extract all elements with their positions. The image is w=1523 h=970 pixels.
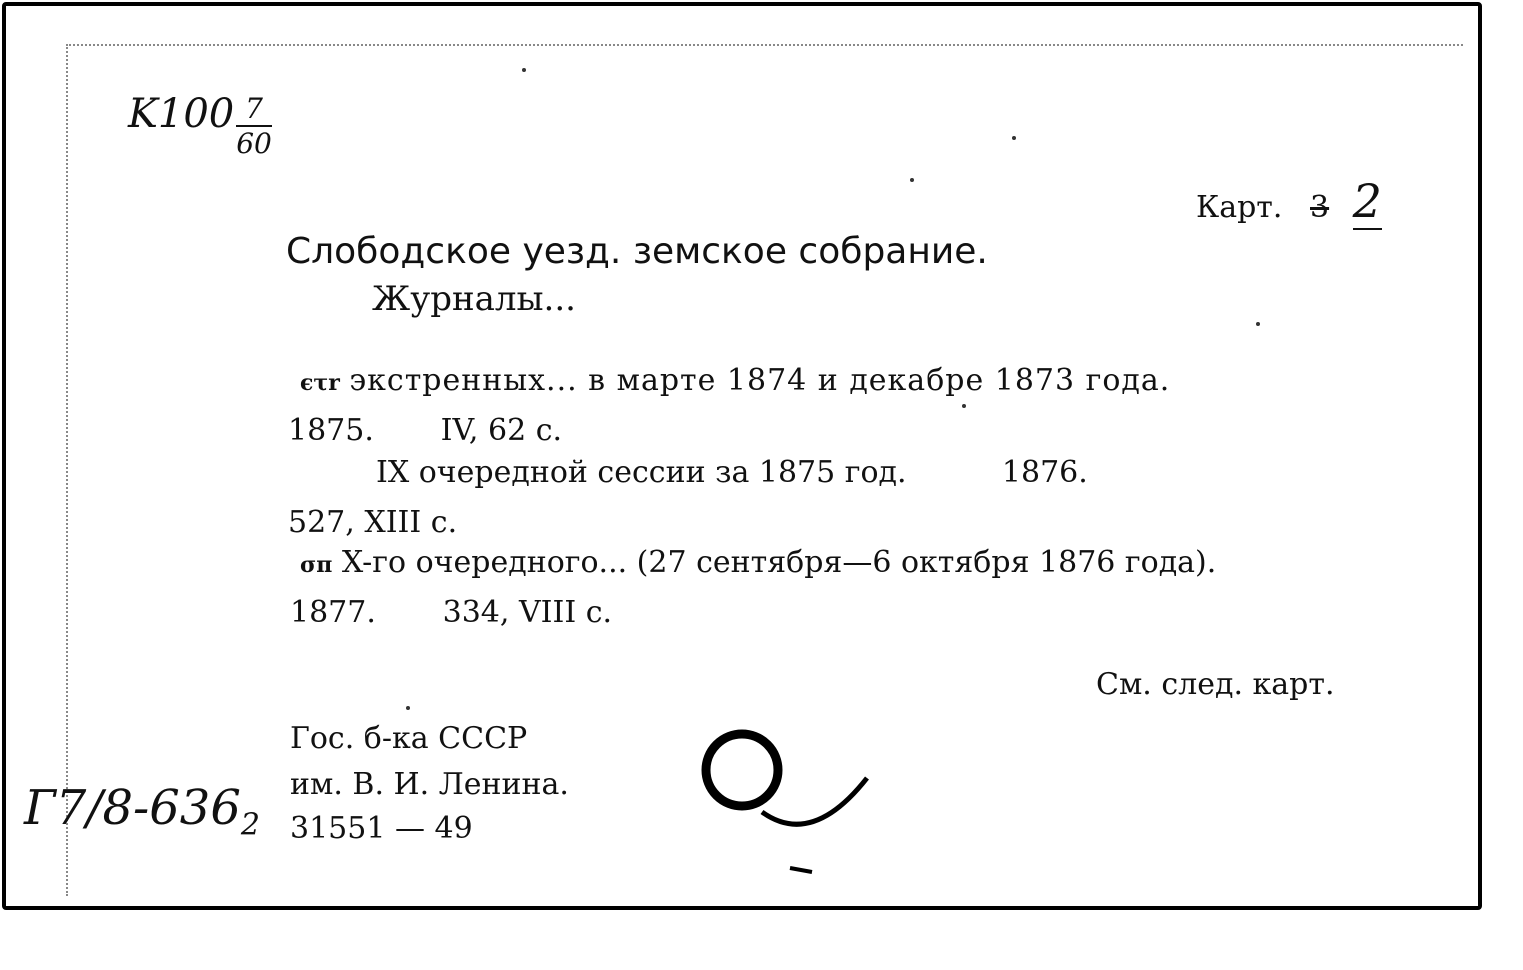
see-next-card: См. след. карт.	[1096, 667, 1335, 702]
card-heading: Слободское уезд. земское собрание.	[286, 231, 988, 272]
card-subheading: Журналы...	[372, 279, 576, 319]
entry-3-text: X-го очередного... (27 сентября—6 октября 1876 года).	[341, 545, 1217, 580]
call-number-top-text: K100	[128, 91, 235, 137]
scan-speck	[406, 706, 410, 710]
library-line-1: Гос. б-ка СССР	[290, 721, 528, 756]
punch-hole-mark	[692, 720, 882, 890]
library-line-3: 31551 — 49	[290, 811, 473, 846]
call-number-bottom	[24, 780, 260, 843]
scan-speck	[1012, 136, 1016, 140]
entry-1-line-1	[300, 363, 1171, 398]
call-number-bottom-text: Г7/8-636	[24, 780, 241, 836]
call-number-top-fraction	[236, 94, 272, 160]
entry-3-mark: σπ	[300, 552, 333, 578]
call-number-top	[128, 91, 272, 160]
scan-speck	[910, 178, 914, 182]
catalog-card	[2, 2, 1482, 910]
entry-3-line-1	[300, 545, 1217, 580]
scan-speck	[1256, 322, 1260, 326]
fraction-numerator: 7	[236, 94, 272, 127]
scan-speck	[962, 404, 966, 408]
fraction-denominator: 60	[236, 126, 272, 160]
entry-3-line-2: 1877. 334, VIII с.	[290, 595, 613, 630]
entry-2-line-2: 527, XIII с.	[288, 505, 458, 540]
entry-2-line-1: IX очередной сессии за 1875 год. 1876.	[376, 455, 1088, 490]
card-number-crossed: 3	[1310, 190, 1330, 225]
card-number: 2	[1352, 174, 1382, 228]
entry-1-text: экстренных... в марте 1874 и декабре 1873 года.	[349, 363, 1171, 398]
entry-1-line-2: 1875. IV, 62 с.	[288, 413, 563, 448]
library-line-2: им. В. И. Ленина.	[290, 767, 569, 802]
call-number-bottom-sub: 2	[240, 807, 260, 843]
card-number-area	[1196, 174, 1382, 228]
scan-speck	[522, 68, 526, 72]
entry-1-mark: ϵτr	[300, 370, 340, 396]
card-label: Карт.	[1196, 190, 1283, 225]
